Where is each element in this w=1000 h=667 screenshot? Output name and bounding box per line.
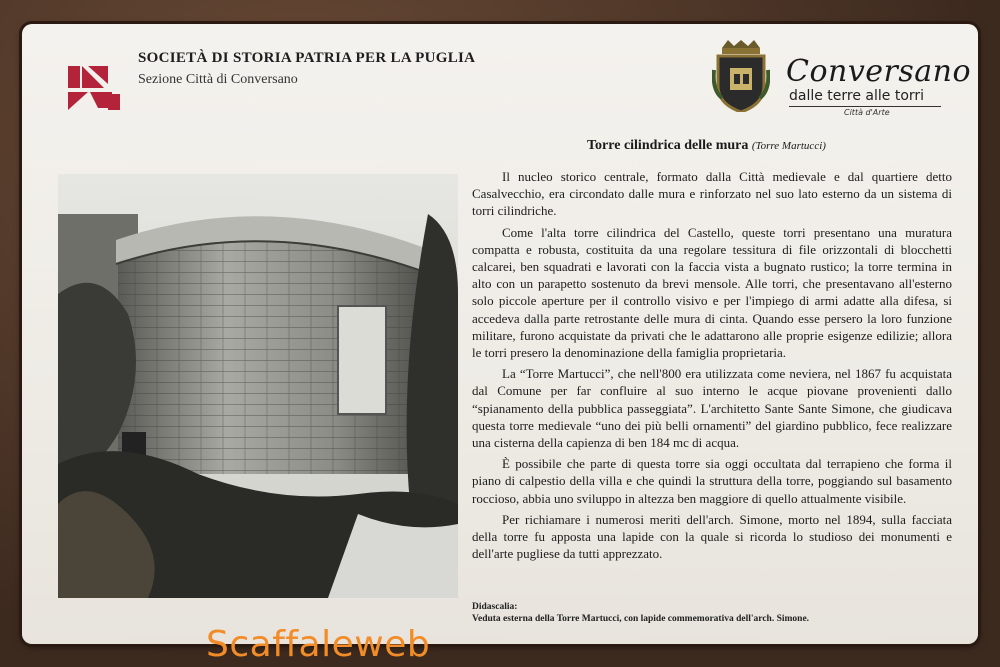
- society-logo-icon: [68, 62, 120, 110]
- panel-body: [472, 168, 952, 566]
- tower-photo-illustration: [58, 174, 458, 598]
- brand-divider: [789, 106, 941, 107]
- brand-city-label: Città d'Arte: [844, 108, 890, 117]
- paragraph: Il nucleo storico centrale, formato dalla Città medievale e dal quartiere detto Casalvecchio, era circondato dalle mura e rinforzato nel suo lato esterno da un sistema di torri cilindriche.: [472, 169, 952, 219]
- city-crest-icon: [712, 40, 770, 112]
- society-subtitle: Sezione Città di Conversano: [138, 72, 298, 87]
- brand-tagline: dalle terre alle torri: [789, 88, 925, 104]
- paragraph: È possibile che parte di questa torre sia oggi occultata dal terrapieno che forma il piano di calpestio della villa e che quindi la struttura della torre, poggiando sul basamento roccioso, abbia uno sviluppo in altezza ben maggiore di quello attualmente visibile.: [472, 456, 952, 506]
- information-board: [22, 24, 978, 665]
- society-title: SOCIETÀ DI STORIA PATRIA PER LA PUGLIA: [138, 50, 476, 66]
- paragraph: La “Torre Martucci”, che nell'800 era utilizzata come neviera, nel 1867 fu acquistata dal Comune per far confluire al suo interno le acque piovane provenienti dallo “spianamento della pubblica passeggiata”. L'architetto Sante Sante Simone, che giudicava questa torre medievale “uno dei più belli ornamenti” del giardino pubblico, fece realizzare una cisterna della capienza di ben 184 mc di acqua.: [472, 366, 952, 451]
- panel-title-main: Torre cilindrica delle mura: [587, 138, 749, 153]
- panel-title-note: (Torre Martucci): [751, 140, 826, 152]
- paragraph: Per richiamare i numerosi meriti dell'arch. Simone, morto nel 1894, sulla facciata della torre fu apposta una lapide con la quale si ricorda lo studioso dei monumenti e dell'arte pugliese da tutti apprezzato.: [472, 511, 952, 562]
- brand-name: Conversano: [786, 54, 972, 89]
- tower-photo: [58, 174, 458, 598]
- watermark: Scaffaleweb: [206, 624, 431, 665]
- caption-label: Didascalia:: [472, 602, 518, 612]
- caption-text: Veduta esterna della Torre Martucci, con lapide commemorativa dell'arch. Simone.: [472, 614, 810, 624]
- paragraph: Come l'alta torre cilindrica del Castello, queste torri presentano una muratura compatta e robusta, costituita da una regolare tessitura di file orizzontali di blocchetti calcarei, ben squadrati e lavorati con la faccia vista a bugnato rustico; la torre termina in alto con un parapetto sostenuto da brevi mensole. Alle torri, che presentavano all'esterno solo piccole aperture per il controllo visivo e per l'impiego di armi adatte alla difesa, si accedeva dalla parte retrostante delle mura di cinta. Quando esse persero la loro funzione militare, furono acquistate da privati che le adattarono alle proprie esigenze edilizie; allora le torri presero la denominazione della famiglia proprietaria.: [472, 224, 952, 361]
- panel-title: [587, 138, 826, 154]
